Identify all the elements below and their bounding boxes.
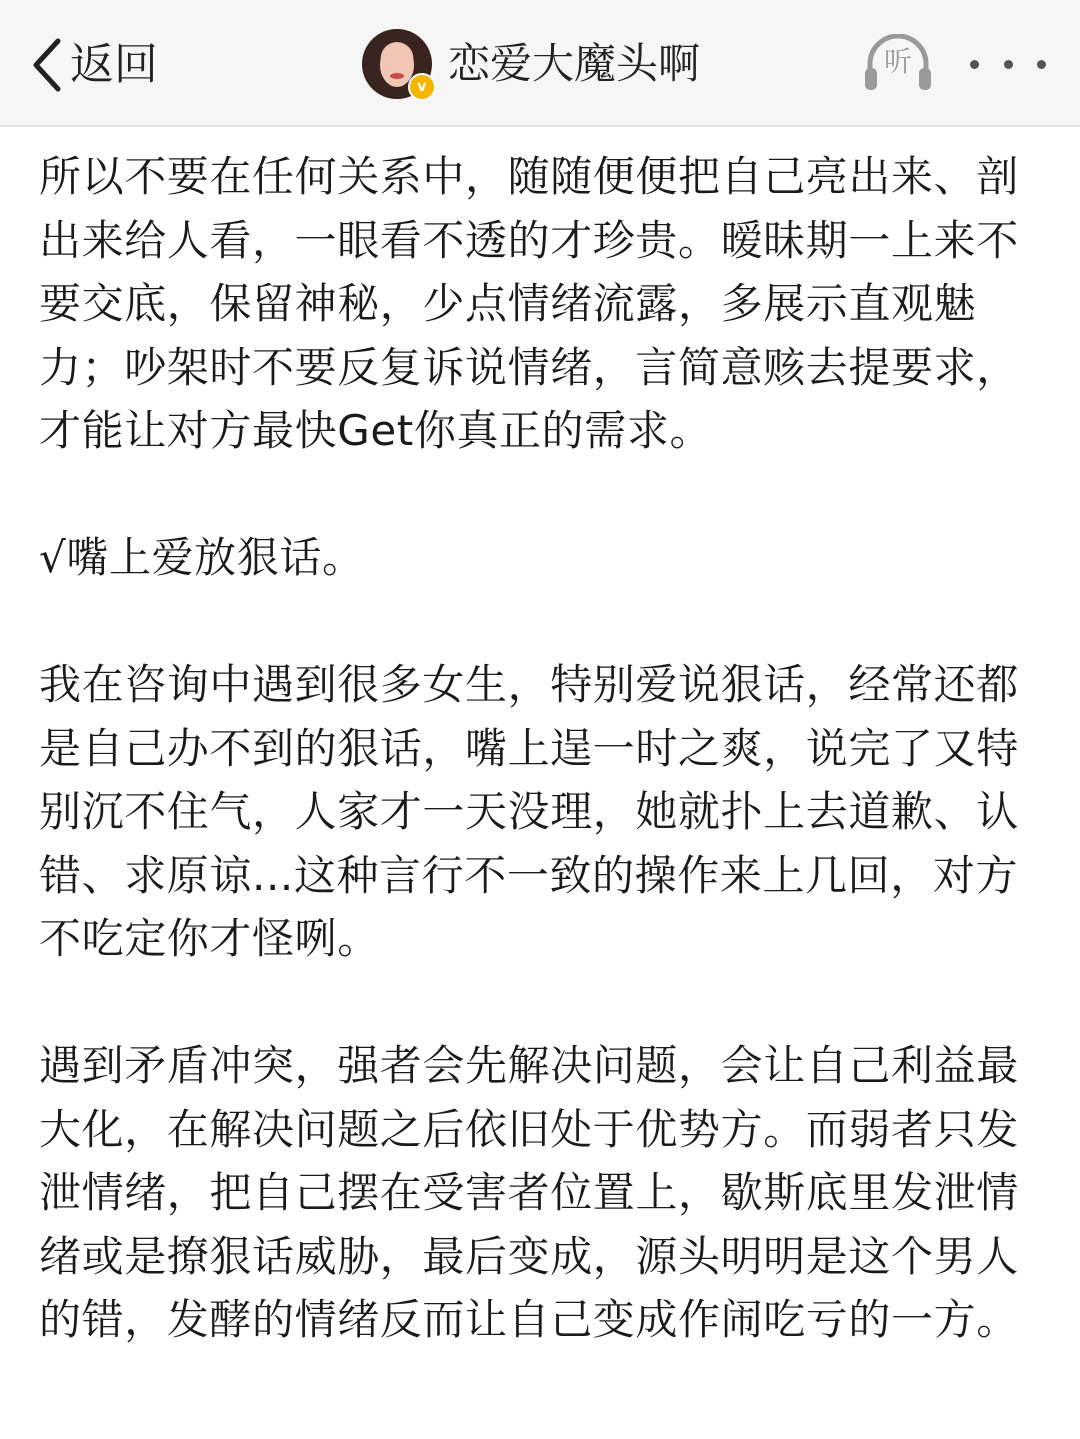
article-subheading: √嘴上爱放狠话。: [39, 533, 365, 582]
more-dots-icon: [1037, 60, 1046, 69]
article-paragraph: 我在咨询中遇到很多女生，特别爱说狠话，经常还都是自己办不到的狠话，嘴上逞一时之爽，说完了又特别沉不住气，人家才一天没理，她就扑上去道歉、认错、求原谅...这种言行不一致的操作来上几回，对方不吃定你才怪咧。: [39, 660, 1019, 963]
top-nav-bar: [0, 0, 1080, 127]
author-nickname[interactable]: 恋爱大魔头啊: [448, 39, 701, 88]
listen-label: 听: [883, 45, 912, 78]
listen-button[interactable]: [862, 34, 934, 94]
article-paragraph: 所以不要在任何关系中，随随便便把自己亮出来、剖出来给人看，一眼看不透的才珍贵。暧昧期一上来不要交底，保留神秘，少点情绪流露，多展示直观魅力；吵架时不要反复诉说情绪，言简意赅去提要求，才能让对方最快Get你真正的需求。: [39, 152, 1019, 455]
headphones-icon: [862, 79, 934, 98]
back-button[interactable]: [30, 30, 158, 100]
article-body: [39, 145, 1019, 1352]
more-dots-icon: [970, 60, 979, 69]
avatar[interactable]: [362, 29, 432, 99]
more-options-button[interactable]: [970, 44, 1046, 84]
verified-badge: v: [408, 73, 436, 101]
more-dots-icon: [1004, 60, 1013, 69]
back-label: 返回: [70, 39, 158, 90]
article-paragraph: 遇到矛盾冲突，强者会先解决问题，会让自己利益最大化，在解决问题之后依旧处于优势方。而弱者只发泄情绪，把自己摆在受害者位置上，歇斯底里发泄情绪或是撩狠话威胁，最后变成，源头明明是这个男人的错，发酵的情绪反而让自己变成作闹吃亏的一方。: [39, 1041, 1019, 1344]
chevron-left-icon: [30, 37, 64, 93]
avatar-lips: [390, 73, 404, 79]
author-profile[interactable]: [362, 28, 700, 100]
